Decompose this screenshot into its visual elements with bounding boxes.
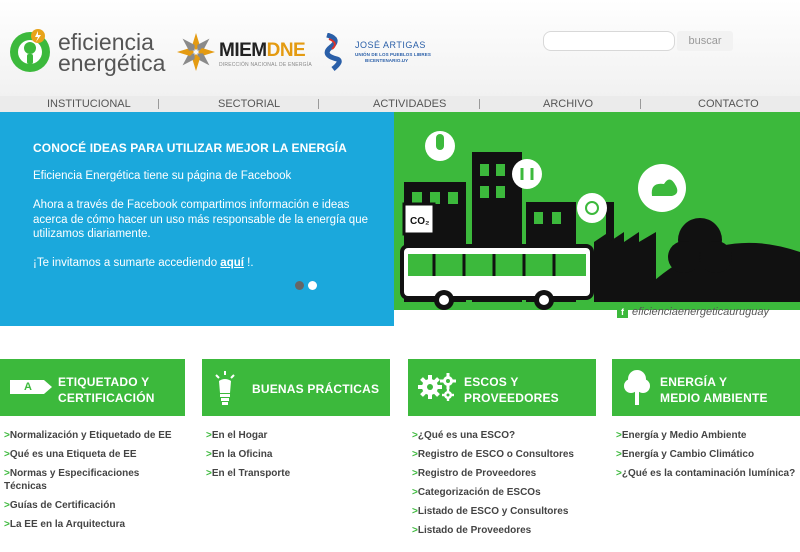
banner-illustration [394, 112, 800, 326]
artigas-name: JOSÉ ARTIGAS [355, 40, 426, 50]
banner-title: CONOCÉ IDEAS PARA UTILIZAR MEJOR LA ENERGÍA [33, 141, 347, 155]
co2-label: CO₂ [410, 216, 430, 227]
artigas-subtitle-2: BICENTENARIO.UY [365, 58, 409, 63]
link-item[interactable]: >En el Hogar [206, 430, 268, 441]
link-item[interactable]: >Guías de Certificación [4, 500, 116, 511]
invite-post: !. [243, 257, 254, 269]
invite-link[interactable]: aquí [220, 257, 244, 269]
nav-separator [158, 99, 159, 109]
box-etiquetado[interactable] [0, 359, 185, 416]
nav-archivo[interactable]: ARCHIVO [543, 98, 594, 110]
link-item[interactable]: >Qué es una Etiqueta de EE [4, 449, 137, 460]
facebook-icon: f [617, 307, 628, 318]
nav-contacto[interactable]: CONTACTO [698, 98, 759, 110]
banner-line1: Eficiencia Energética tiene su página de Facebook [33, 170, 292, 182]
link-item[interactable]: >¿Qué es una ESCO? [412, 430, 516, 441]
banner-invite [33, 256, 383, 271]
box-title-line2: CERTIFICACIÓN [58, 391, 155, 405]
site-header [0, 0, 800, 96]
link-item[interactable]: >¿Qué es la contaminación lumínica? [616, 468, 796, 479]
link-item[interactable]: >Normalización y Etiquetado de EE [4, 430, 172, 441]
links-etiquetado [4, 429, 184, 537]
tree-icon [624, 369, 650, 405]
banner-paragraph: Ahora a través de Facebook compartimos información e ideas acerca de cómo hacer un uso más responsable de la energía que utilizamos diariamente. [33, 199, 368, 240]
slider-dot-2[interactable] [308, 281, 317, 290]
search-input[interactable] [543, 31, 675, 51]
miem-star-icon [176, 32, 216, 72]
nav-actividades[interactable]: ACTIVIDADES [373, 98, 447, 110]
box-medio-ambiente[interactable] [612, 359, 800, 416]
miem-text: MIEM [219, 40, 267, 61]
box-title-line1: ESCOS Y [464, 375, 519, 389]
box-title-line2: MEDIO AMBIENTE [660, 391, 768, 405]
nav-separator [479, 99, 480, 109]
slider-dot-1[interactable] [295, 281, 304, 290]
lightbulb-icon [214, 371, 236, 405]
energy-label-letter: A [24, 381, 32, 393]
miem-subtitle: DIRECCIÓN NACIONAL DE ENERGÍA [219, 62, 312, 68]
link-item[interactable]: >Registro de ESCO o Consultores [412, 449, 574, 460]
invite-pre: ¡Te invitamos a sumarte accediendo [33, 257, 221, 269]
box-title-escos [464, 374, 559, 406]
link-item[interactable]: >Energía y Cambio Climático [616, 449, 755, 460]
main-nav [0, 96, 800, 112]
facebook-label: eficienciaenergeticauruguay [632, 306, 769, 318]
nav-separator [318, 99, 319, 109]
nav-sectorial[interactable]: SECTORIAL [218, 98, 281, 110]
link-item[interactable]: >Normas y Especificaciones Técnicas [4, 468, 140, 492]
gears-icon [418, 371, 458, 403]
search-button[interactable]: buscar [677, 31, 733, 51]
artigas-logo-icon [323, 33, 345, 71]
link-item[interactable]: >La EE en la Arquitectura [4, 519, 126, 530]
dne-text: DNE [266, 40, 306, 61]
link-item[interactable]: >En el Transporte [206, 468, 291, 479]
box-title-line1: ENERGÍA Y [660, 375, 728, 389]
link-item[interactable]: >Categorización de ESCOs [412, 487, 541, 498]
box-title-etiquetado [58, 374, 155, 406]
box-buenas-practicas[interactable] [202, 359, 390, 416]
box-title-medio-ambiente [660, 374, 768, 406]
artigas-subtitle: UNIÓN DE LOS PUEBLOS LIBRES [355, 52, 431, 57]
link-item[interactable]: >Listado de ESCO y Consultores [412, 506, 569, 517]
link-item[interactable]: >Registro de Proveedores [412, 468, 537, 479]
box-title-buenas-practicas: BUENAS PRÁCTICAS [252, 382, 380, 396]
links-buenas-practicas [206, 429, 386, 486]
links-escos [412, 429, 598, 543]
nav-institucional[interactable]: INSTITUCIONAL [47, 98, 131, 110]
logo-line1: eficiencia [58, 29, 154, 55]
city-illustration [394, 112, 800, 326]
link-item[interactable]: >Listado de Proveedores [412, 525, 532, 536]
miem-logo-text[interactable] [219, 40, 305, 62]
link-item[interactable]: >En la Oficina [206, 449, 273, 460]
box-title-line2: PROVEEDORES [464, 391, 559, 405]
links-medio-ambiente [616, 429, 796, 486]
box-escos[interactable] [408, 359, 596, 416]
eficiencia-energetica-logo-icon[interactable] [6, 26, 56, 76]
site-logo-text[interactable] [58, 29, 166, 76]
box-title-line1: ETIQUETADO Y [58, 375, 150, 389]
facebook-tag[interactable] [617, 306, 769, 318]
nav-separator [640, 99, 641, 109]
link-item[interactable]: >Energía y Medio Ambiente [616, 430, 747, 441]
logo-line2: energética [58, 50, 166, 76]
